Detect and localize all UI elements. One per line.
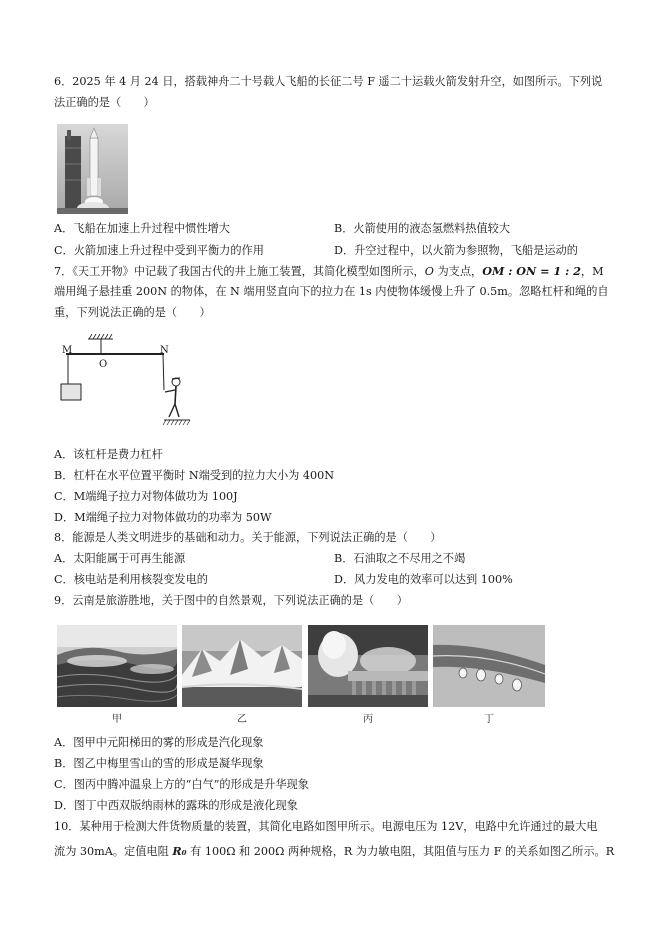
- lever-label-o: O: [99, 359, 108, 370]
- q7-stem-part-e: ，M: [580, 265, 604, 278]
- q9-option-c: C．图丙中腾冲温泉上方的“白气”的形成是升华现象: [54, 778, 309, 791]
- q6-option-a: A．飞船在加速上升过程中惯性增大: [54, 222, 230, 235]
- dewdrops-leaf-photo: [433, 625, 545, 707]
- q8-option-b: B．石油取之不尽用之不竭: [334, 552, 466, 565]
- q6-option-d: D．升空过程中，以火箭为参照物，飞船是运动的: [334, 244, 578, 257]
- lever-label-m: M: [62, 345, 73, 356]
- q10-stem-part-a: 流为 30mA。定值电阻: [54, 845, 173, 858]
- q8-option-d: D．风力发电的效率可以达到 100%: [334, 573, 513, 586]
- q6-stem-line-1: 6．2025 年 4 月 24 日，搭载神舟二十号载人飞船的长征二号 F 遥二十运载火箭发射升空，如图所示。下列说: [54, 75, 603, 88]
- q9-option-b: B．图乙中梅里雪山的雪的形成是凝华现象: [54, 757, 264, 770]
- caption-bing: 丙: [363, 714, 373, 725]
- q7-stem-part-c: 为支点，: [433, 265, 483, 278]
- lever-label-n: N: [160, 345, 169, 356]
- q10-stem-line-2: [54, 843, 615, 860]
- rocket-launch-photo: [57, 124, 128, 214]
- q9-stem: 9．云南是旅游胜地，关于图中的自然景观，下列说法正确的是（ ）: [54, 594, 408, 607]
- q8-option-c: C．核电站是利用核裂变发电的: [54, 573, 208, 586]
- caption-yi: 乙: [237, 714, 247, 725]
- caption-jia: 甲: [112, 714, 122, 725]
- lever-diagram: [58, 332, 198, 428]
- terraced-fields-photo: [57, 625, 177, 707]
- q9-option-a: A．图甲中元阳梯田的雾的形成是汽化现象: [54, 736, 264, 749]
- snow-mountain-photo: [182, 625, 302, 707]
- q6-option-b: B．火箭使用的液态氢燃料热值较大: [334, 222, 511, 235]
- q7-option-d: D．M端绳子拉力对物体做功的功率为 50W: [54, 511, 272, 524]
- q10-stem-line-1: 10．某种用于检测大件货物质量的装置，其简化电路如图甲所示。电源电压为 12V，电路中允许通过的最大电: [54, 820, 598, 833]
- q7-stem-line-2: 端用绳子悬挂重 200N 的物体，在 N 端用竖直向下的拉力在 1s 内使物体缓慢上升了 0.5m。忽略杠杆和绳的自: [54, 285, 609, 298]
- q6-stem-line-2: 法正确的是（ ）: [54, 96, 155, 109]
- pivot-symbol: O: [424, 265, 434, 278]
- q7-option-b: B．杠杆在水平位置平衡时 N端受到的拉力大小为 400N: [54, 469, 335, 482]
- q7-option-c: C．M端绳子拉力对物体做功为 100J: [54, 490, 238, 503]
- q10-stem-part-c: 有 100Ω 和 200Ω 两种规格，R 为力敏电阻，其阻值与压力 F 的关系如图乙所示。R: [186, 845, 615, 858]
- q8-option-a: A．太阳能属于可再生能源: [54, 552, 186, 565]
- q7-stem-line-1: [54, 263, 607, 280]
- caption-ding: 丁: [484, 714, 494, 725]
- resistor-symbol: R₀: [172, 844, 187, 858]
- q8-stem: 8．能源是人类文明进步的基础和动力。关于能源，下列说法正确的是（ ）: [54, 531, 442, 544]
- q9-option-d: D．图丁中西双版纳雨林的露珠的形成是液化现象: [54, 799, 298, 812]
- q7-stem-part-a: 7．《天工开物》中记载了我国古代的井上施工装置，其简化模型如图所示，: [54, 265, 425, 278]
- hot-spring-photo: [308, 625, 428, 707]
- q6-option-c: C．火箭加速上升过程中受到平衡力的作用: [54, 244, 264, 257]
- q7-stem-line-3: 重，下列说法正确的是（ ）: [54, 306, 211, 319]
- lever-ratio: OM : ON = 1 : 2: [482, 264, 581, 278]
- q7-option-a: A．该杠杆是费力杠杆: [54, 448, 163, 461]
